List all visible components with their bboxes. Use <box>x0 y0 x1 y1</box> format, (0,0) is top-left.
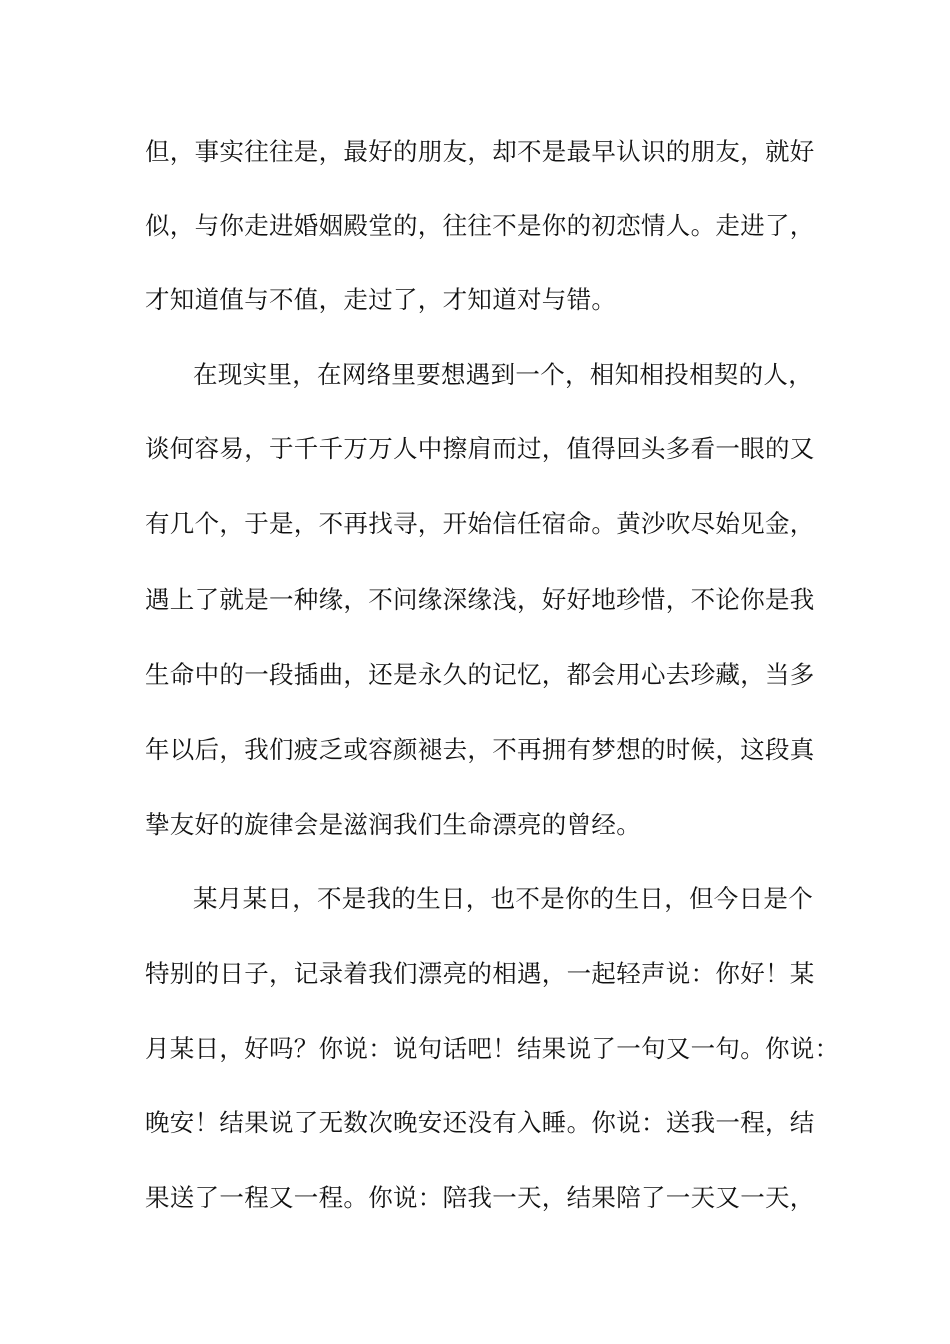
text-line: 特别的日子，记录着我们漂亮的相遇，一起轻声说：你好！某 <box>145 959 815 988</box>
text-line: 似，与你走进婚姻殿堂的，往往不是你的初恋情人。走进了， <box>145 211 815 240</box>
text-line: 有几个，于是，不再找寻，开始信任宿命。黄沙吹尽始见金， <box>145 509 815 538</box>
text-line: 晚安！结果说了无数次晚安还没有入睡。你说：送我一程，结 <box>145 1108 815 1137</box>
text-line: 挚友好的旋律会是滋润我们生命漂亮的曾经。 <box>145 810 641 839</box>
text-line: 年以后，我们疲乏或容颜褪去，不再拥有梦想的时候，这段真 <box>145 735 815 764</box>
text-line: 谈何容易，于千千万万人中擦肩而过，值得回头多看一眼的又 <box>145 434 815 463</box>
paragraph-first-line: 某月某日，不是我的生日，也不是你的生日，但今日是个 <box>193 884 813 913</box>
text-line: 遇上了就是一种缘，不问缘深缘浅，好好地珍惜，不论你是我 <box>145 585 815 614</box>
paragraph-first-line: 在现实里，在网络里要想遇到一个，相知相投相契的人， <box>193 360 813 389</box>
text-line: 但，事实往往是，最好的朋友，却不是最早认识的朋友，就好 <box>145 137 815 166</box>
text-line: 生命中的一段插曲，还是永久的记忆，都会用心去珍藏，当多 <box>145 660 815 689</box>
text-line: 果送了一程又一程。你说：陪我一天，结果陪了一天又一天， <box>145 1183 815 1212</box>
text-line: 才知道值与不值，走过了，才知道对与错。 <box>145 285 617 314</box>
text-line: 月某日，好吗？你说：说句话吧！结果说了一句又一句。你说： <box>145 1034 840 1063</box>
